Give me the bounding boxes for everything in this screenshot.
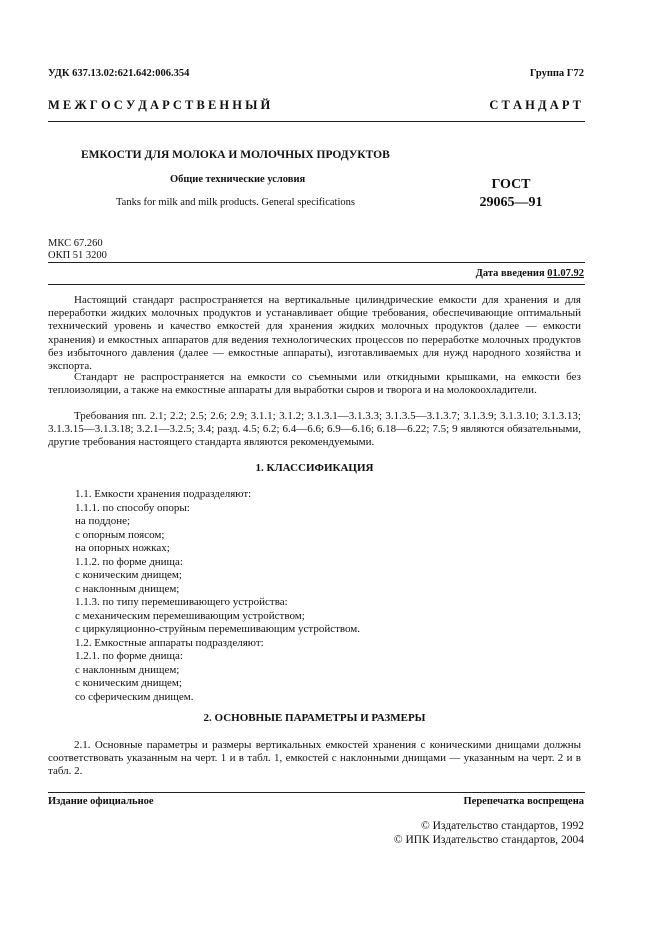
section-heading-parameters: 2. ОСНОВНЫЕ ПАРАМЕТРЫ И РАЗМЕРЫ <box>203 712 426 724</box>
list-item: с циркуляционно-струйным перемешивающим устройством. <box>75 623 361 635</box>
reprint-prohibited-note: Перепечатка воспрещена <box>463 796 584 807</box>
list-item: на опорных ножках; <box>75 542 170 554</box>
gost-designation <box>466 176 556 212</box>
list-item: с наклонным днищем; <box>75 582 180 595</box>
intro-paragraph-requirements: Требования пп. 2.1; 2.2; 2.5; 2.6; 2.9; 3.1.1; 3.1.2; 3.1.3.1—3.1.3.3; 3.1.3.5—3.1.3.7; 3.1.3.9; 3.1.3.10; 3.1.3.13; 3.1.3.15—3.1.3.18; 3.2.1—3.2.5; 3.4; разд. 4.5; 6.2; 6.4—6.6; 6.9—6.16; 6.18—6.22; 7.5; 9 являются обязательными, другие требования настоящего стандарта являются рекомендуемыми. <box>48 410 581 449</box>
intro-paragraph-scope: Настоящий стандарт распространяется на вертикальные цилиндрические емкости для хранения и для переработки жидких молочных продуктов и устанавливает общие требования, обеспечивающие оптимальный технический уровень и качество емкостей для хранения жидких молочных продуктов (далее — емкости хранения) и емкостных аппаратов для ведения технологических процессов по переработке молочных продуктов без избыточного давления (далее — емкостные аппараты), изготавливаемых для нужд народного хозяйства и экспорта. <box>48 294 581 373</box>
list-item: 1.2. Емкостные аппараты подразделяют: <box>75 636 264 649</box>
standard-banner <box>48 98 581 113</box>
section-heading-classification: 1. КЛАССИФИКАЦИЯ <box>255 462 374 474</box>
document-title: ЕМКОСТИ ДЛЯ МОЛОКА И МОЛОЧНЫХ ПРОДУКТОВ <box>81 149 390 161</box>
copyright-line: © Издательство стандартов, 1992 <box>420 820 584 832</box>
intro-paragraph-exclusions: Стандарт не распространяется на емкости со съемными или откидными крышками, на емкости без теплоизоляции, а также на емкостные аппараты для выработки сыров и творога и на молокоохладители. <box>48 371 581 397</box>
copyright-line: © ИПК Издательство стандартов, 2004 <box>393 833 584 846</box>
list-item: 1.1.1. по способу опоры: <box>75 501 190 514</box>
list-item: со сферическим днищем. <box>75 690 194 703</box>
list-item: с наклонным днищем; <box>75 663 180 676</box>
list-item: 1.1.2. по форме днища: <box>75 555 183 568</box>
udk-code: УДК 637.13.02:621.642:006.354 <box>48 68 190 79</box>
english-title: Tanks for milk and milk products. General specifications <box>116 197 355 208</box>
gost-number: 29065—91 <box>479 195 543 210</box>
date-of-introduction <box>476 268 584 279</box>
okp-code: ОКП 51 3200 <box>48 250 107 261</box>
codes-rule <box>48 262 585 263</box>
banner-word-standard: С Т А Н Д А Р Т <box>489 98 581 112</box>
document-subtitle: Общие технические условия <box>170 174 306 185</box>
copyright-block <box>394 820 584 847</box>
gost-label: ГОСТ <box>491 177 531 192</box>
list-item: 1.1.3. по типу перемешивающего устройства: <box>75 596 288 608</box>
official-edition-note: Издание официальное <box>48 796 154 807</box>
list-item: с коническим днищем; <box>75 677 182 689</box>
mks-code: МКС 67.260 <box>48 238 103 249</box>
banner-rule <box>48 121 585 122</box>
date-label: Дата введения <box>475 268 545 279</box>
list-item: с опорным поясом; <box>75 528 165 541</box>
banner-word-interstate: М Е Ж Г О С У Д А Р С Т В Е Н Н Ы Й <box>48 98 271 112</box>
list-item: 1.2.1. по форме днища: <box>75 650 183 662</box>
date-rule <box>48 284 585 285</box>
parameters-paragraph: 2.1. Основные параметры и размеры вертикальных емкостей хранения с коническими днищами должны соответствовать указанным на черт. 1 и в табл. 1, емкостей с наклонными днищами — указанным на черт. 2 и в табл. 2. <box>48 739 581 778</box>
footer-rule <box>48 792 585 793</box>
classification-codes <box>48 238 107 262</box>
list-item: 1.1. Емкости хранения подразделяют: <box>75 488 252 500</box>
list-item: на поддоне; <box>75 515 131 527</box>
list-item: с механическим перемешивающим устройством; <box>75 609 305 622</box>
group-code: Группа Г72 <box>529 68 584 79</box>
list-item: с коническим днищем; <box>75 569 182 581</box>
date-value: 01.07.92 <box>547 268 584 279</box>
